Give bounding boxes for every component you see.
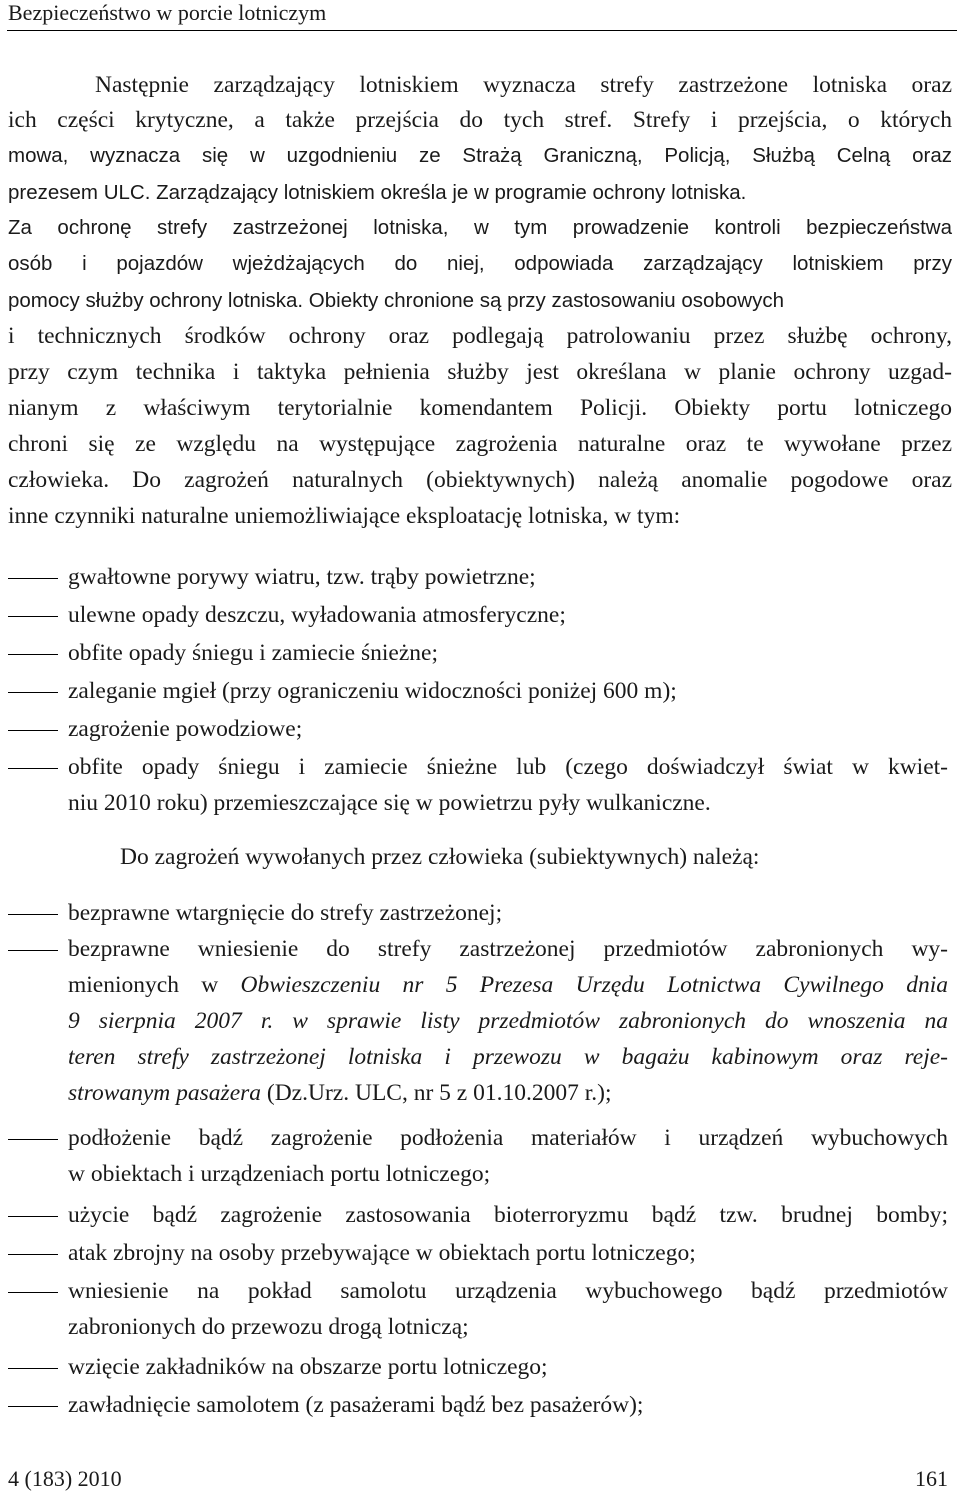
page-number: 161 (915, 1466, 948, 1491)
dash-bullet (8, 950, 58, 951)
text-line (8, 175, 952, 209)
text-line: Następnie zarządzający lotniskiem wyznacza strefy zastrzeżone lotniska oraz (95, 72, 952, 98)
text-line: i technicznych środków ochrony oraz podlegają patrolowaniu przez służbę ochrony, (8, 323, 952, 349)
dash-bullet (8, 616, 58, 617)
list-item-continuation: w obiektach i urządzeniach portu lotniczego; (68, 1161, 491, 1187)
text-span: (Dz.Urz. ULC, nr 5 z 01.10.2007 r.); (261, 1080, 612, 1106)
text-line: chroni się ze względu na występujące zagrożenia naturalne oraz te wywołane przez (8, 431, 952, 457)
list-item: wniesienie na pokład samolotu urządzenia wybuchowego bądź przedmiotów (68, 1278, 948, 1304)
text-span-italic: strowanym pasażera (68, 1080, 262, 1106)
text-line: Za ochronę strefy zastrzeżonej lotniska, w tym prowadzenie kontroli bezpieczeństwa (8, 216, 952, 239)
list-item: obfite opady śniegu i zamiecie śnieżne lub (czego doświadczył świat w kwiet- (68, 754, 948, 780)
issue-number: 4 (183) 2010 (8, 1466, 122, 1491)
text-line: człowieka. Do zagrożeń naturalnych (obiektywnych) należą anomalie pogodowe oraz (8, 467, 952, 493)
text-line: inne czynniki naturalne uniemożliwiające eksploatację lotniska, w tym: (8, 503, 681, 529)
list-item-continuation: niu 2010 roku) przemieszczające się w powietrzu pyły wulkaniczne. (68, 790, 711, 816)
dash-bullet (8, 1216, 58, 1217)
list-item: podłożenie bądź zagrożenie podłożenia materiałów i urządzeń wybuchowych (68, 1125, 948, 1151)
list-item-continuation (68, 968, 948, 1002)
list-item: bezprawne wniesienie do strefy zastrzeżonej przedmiotów zabronionych wy- (68, 936, 948, 962)
text-span-italic: Obwieszczeniu nr 5 Prezesa Urzędu Lotnictwa Cywilnego dnia (240, 972, 949, 998)
text-span: Zarządzający lotniskiem określa je w programie ochrony lotniska. (150, 181, 747, 204)
list-item-continuation: zabronionych do przewozu drogą lotniczą; (68, 1314, 469, 1340)
list-item-continuation (68, 1076, 612, 1110)
list-item: atak zbrojny na osoby przebywające w obiektach portu lotniczego; (68, 1240, 696, 1266)
list-item: obfite opady śniegu i zamiecie śnieżne; (68, 640, 438, 666)
list-item: zawładnięcie samolotem (z pasażerami bądź bez pasażerów); (68, 1392, 644, 1418)
text-line: mowa, wyznacza się w uzgodnieniu ze Strażą Graniczną, Policją, Służbą Celną oraz (8, 144, 952, 167)
list-item: zaleganie mgieł (przy ograniczeniu widoczności poniżej 600 m); (68, 678, 677, 704)
text-line: nianym z właściwym terytorialnie komendantem Policji. Obiekty portu lotniczego (8, 395, 952, 421)
list-item: bezprawne wtargnięcie do strefy zastrzeżonej; (68, 900, 503, 926)
dash-bullet (8, 1406, 58, 1407)
list-item-continuation: teren strefy zastrzeżonej lotniska i przewozu w bagażu kabinowym oraz reje- (68, 1044, 948, 1070)
dash-bullet (8, 914, 58, 915)
text-line: przy czym technika i taktyka pełnienia służby jest określana w planie ochrony uzgad- (8, 359, 952, 385)
dash-bullet (8, 654, 58, 655)
dash-bullet (8, 1254, 58, 1255)
text-span: prezesem ULC. (8, 181, 151, 204)
dash-bullet (8, 768, 58, 769)
running-header (7, 0, 957, 31)
text-line: osób i pojazdów wjeżdżających do niej, odpowiada zarządzający lotniskiem przy (8, 252, 952, 275)
dash-bullet (8, 578, 58, 579)
dash-bullet (8, 730, 58, 731)
list-item: zagrożenie powodziowe; (68, 716, 303, 742)
list-item: gwałtowne porywy wiatru, tzw. trąby powietrzne; (68, 564, 536, 590)
list-intro: Do zagrożeń wywołanych przez człowieka (subiektywnych) należą: (120, 844, 760, 870)
list-item: wzięcie zakładników na obszarze portu lotniczego; (68, 1354, 548, 1380)
dash-bullet (8, 1139, 58, 1140)
list-item: użycie bądź zagrożenie zastosowania bioterroryzmu bądź tzw. brudnej bomby; (68, 1202, 948, 1228)
text-span: Obiekty chronione są przy zastosowaniu osobowych (303, 289, 784, 312)
text-span: pomocy służby ochrony lotniska. (8, 289, 304, 312)
text-span: mienionych w (68, 972, 241, 998)
list-item-continuation: 9 sierpnia 2007 r. w sprawie listy przedmiotów zabronionych do wnoszenia na (68, 1008, 948, 1034)
running-title: Bezpieczeństwo w porcie lotniczym (8, 0, 327, 25)
dash-bullet (8, 1368, 58, 1369)
list-item: ulewne opady deszczu, wyładowania atmosferyczne; (68, 602, 566, 628)
text-line (8, 283, 952, 317)
dash-bullet (8, 1292, 58, 1293)
text-line: ich części krytyczne, a także przejścia do tych stref. Strefy i przejścia, o których (8, 107, 952, 133)
dash-bullet (8, 692, 58, 693)
